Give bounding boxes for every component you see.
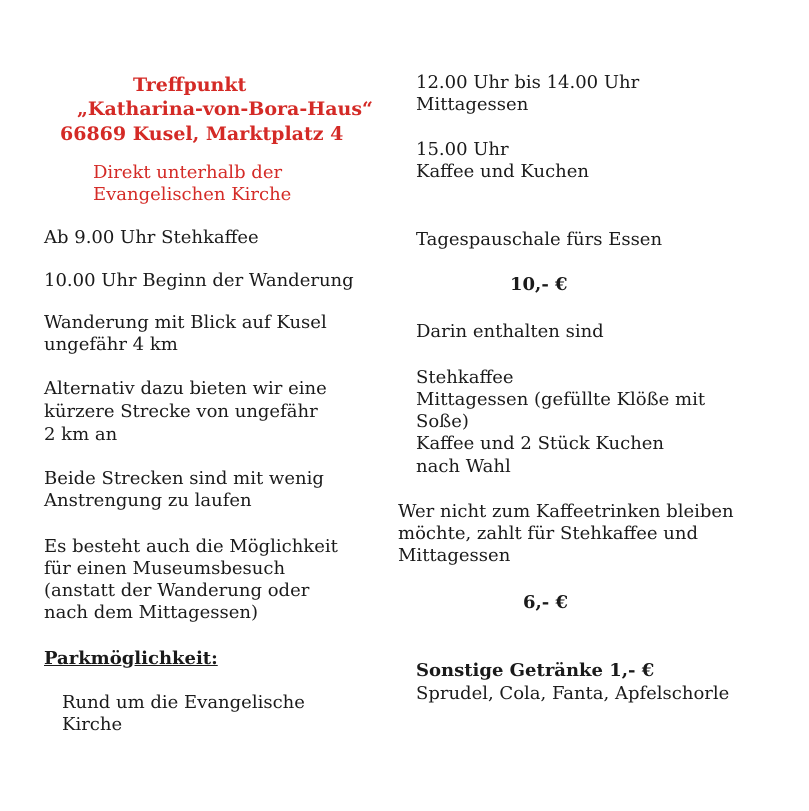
hike-short-line1: Alternativ dazu bieten wir eine [44, 378, 327, 399]
hike-long-line1: Wanderung mit Blick auf Kusel [44, 312, 327, 333]
hike-short-line3: 2 km an [44, 424, 118, 445]
lunch-time: 12.00 Uhr bis 14.00 Uhr [416, 72, 640, 93]
included-item-4: Kaffee und 2 Stück Kuchen [416, 433, 665, 454]
no-coffee-line3: Mittagessen [398, 545, 511, 566]
museum-line1: Es besteht auch die Möglichkeit [44, 536, 338, 557]
difficulty-line1: Beide Strecken sind mit wenig [44, 468, 324, 489]
included-item-1: Stehkaffee [416, 367, 514, 388]
header-address: 66869 Kusel, Marktplatz 4 [60, 123, 344, 145]
hike-start: 10.00 Uhr Beginn der Wanderung [44, 270, 354, 291]
museum-line3: (anstatt der Wanderung oder [44, 580, 310, 601]
coffee-label: Kaffee und Kuchen [416, 161, 589, 182]
parking-line1: Rund um die Evangelische [62, 692, 305, 713]
hike-short-line2: kürzere Strecke von ungefähr [44, 401, 318, 422]
no-coffee-line1: Wer nicht zum Kaffeetrinken bleiben [398, 501, 734, 522]
price-reduced: 6,- € [523, 592, 569, 613]
flat-rate-label: Tagespauschale fürs Essen [416, 229, 663, 250]
museum-line2: für einen Museumsbesuch [44, 558, 286, 579]
lunch-label: Mittagessen [416, 94, 529, 115]
price-full: 10,- € [510, 274, 568, 295]
included-item-2: Mittagessen (gefüllte Klöße mit [416, 389, 706, 410]
included-item-5: nach Wahl [416, 456, 511, 477]
included-item-3: Soße) [416, 411, 469, 432]
stehkaffee-time: Ab 9.00 Uhr Stehkaffee [44, 227, 259, 248]
header-direction-line1: Direkt unterhalb der [93, 162, 283, 183]
no-coffee-line2: möchte, zahlt für Stehkaffee und [398, 523, 698, 544]
drinks-list: Sprudel, Cola, Fanta, Apfelschorle [416, 683, 730, 704]
header-direction-line2: Evangelischen Kirche [93, 184, 292, 205]
museum-line4: nach dem Mittagessen) [44, 602, 258, 623]
included-heading: Darin enthalten sind [416, 321, 604, 342]
parking-line2: Kirche [62, 714, 123, 735]
parking-heading: Parkmöglichkeit: [44, 648, 218, 669]
drinks-heading: Sonstige Getränke 1,- € [416, 660, 655, 681]
difficulty-line2: Anstrengung zu laufen [44, 490, 252, 511]
header-venue: „Katharina-von-Bora-Haus“ [77, 98, 373, 120]
coffee-time: 15.00 Uhr [416, 139, 509, 160]
header-title: Treffpunkt [133, 74, 247, 96]
hike-long-line2: ungefähr 4 km [44, 334, 178, 355]
